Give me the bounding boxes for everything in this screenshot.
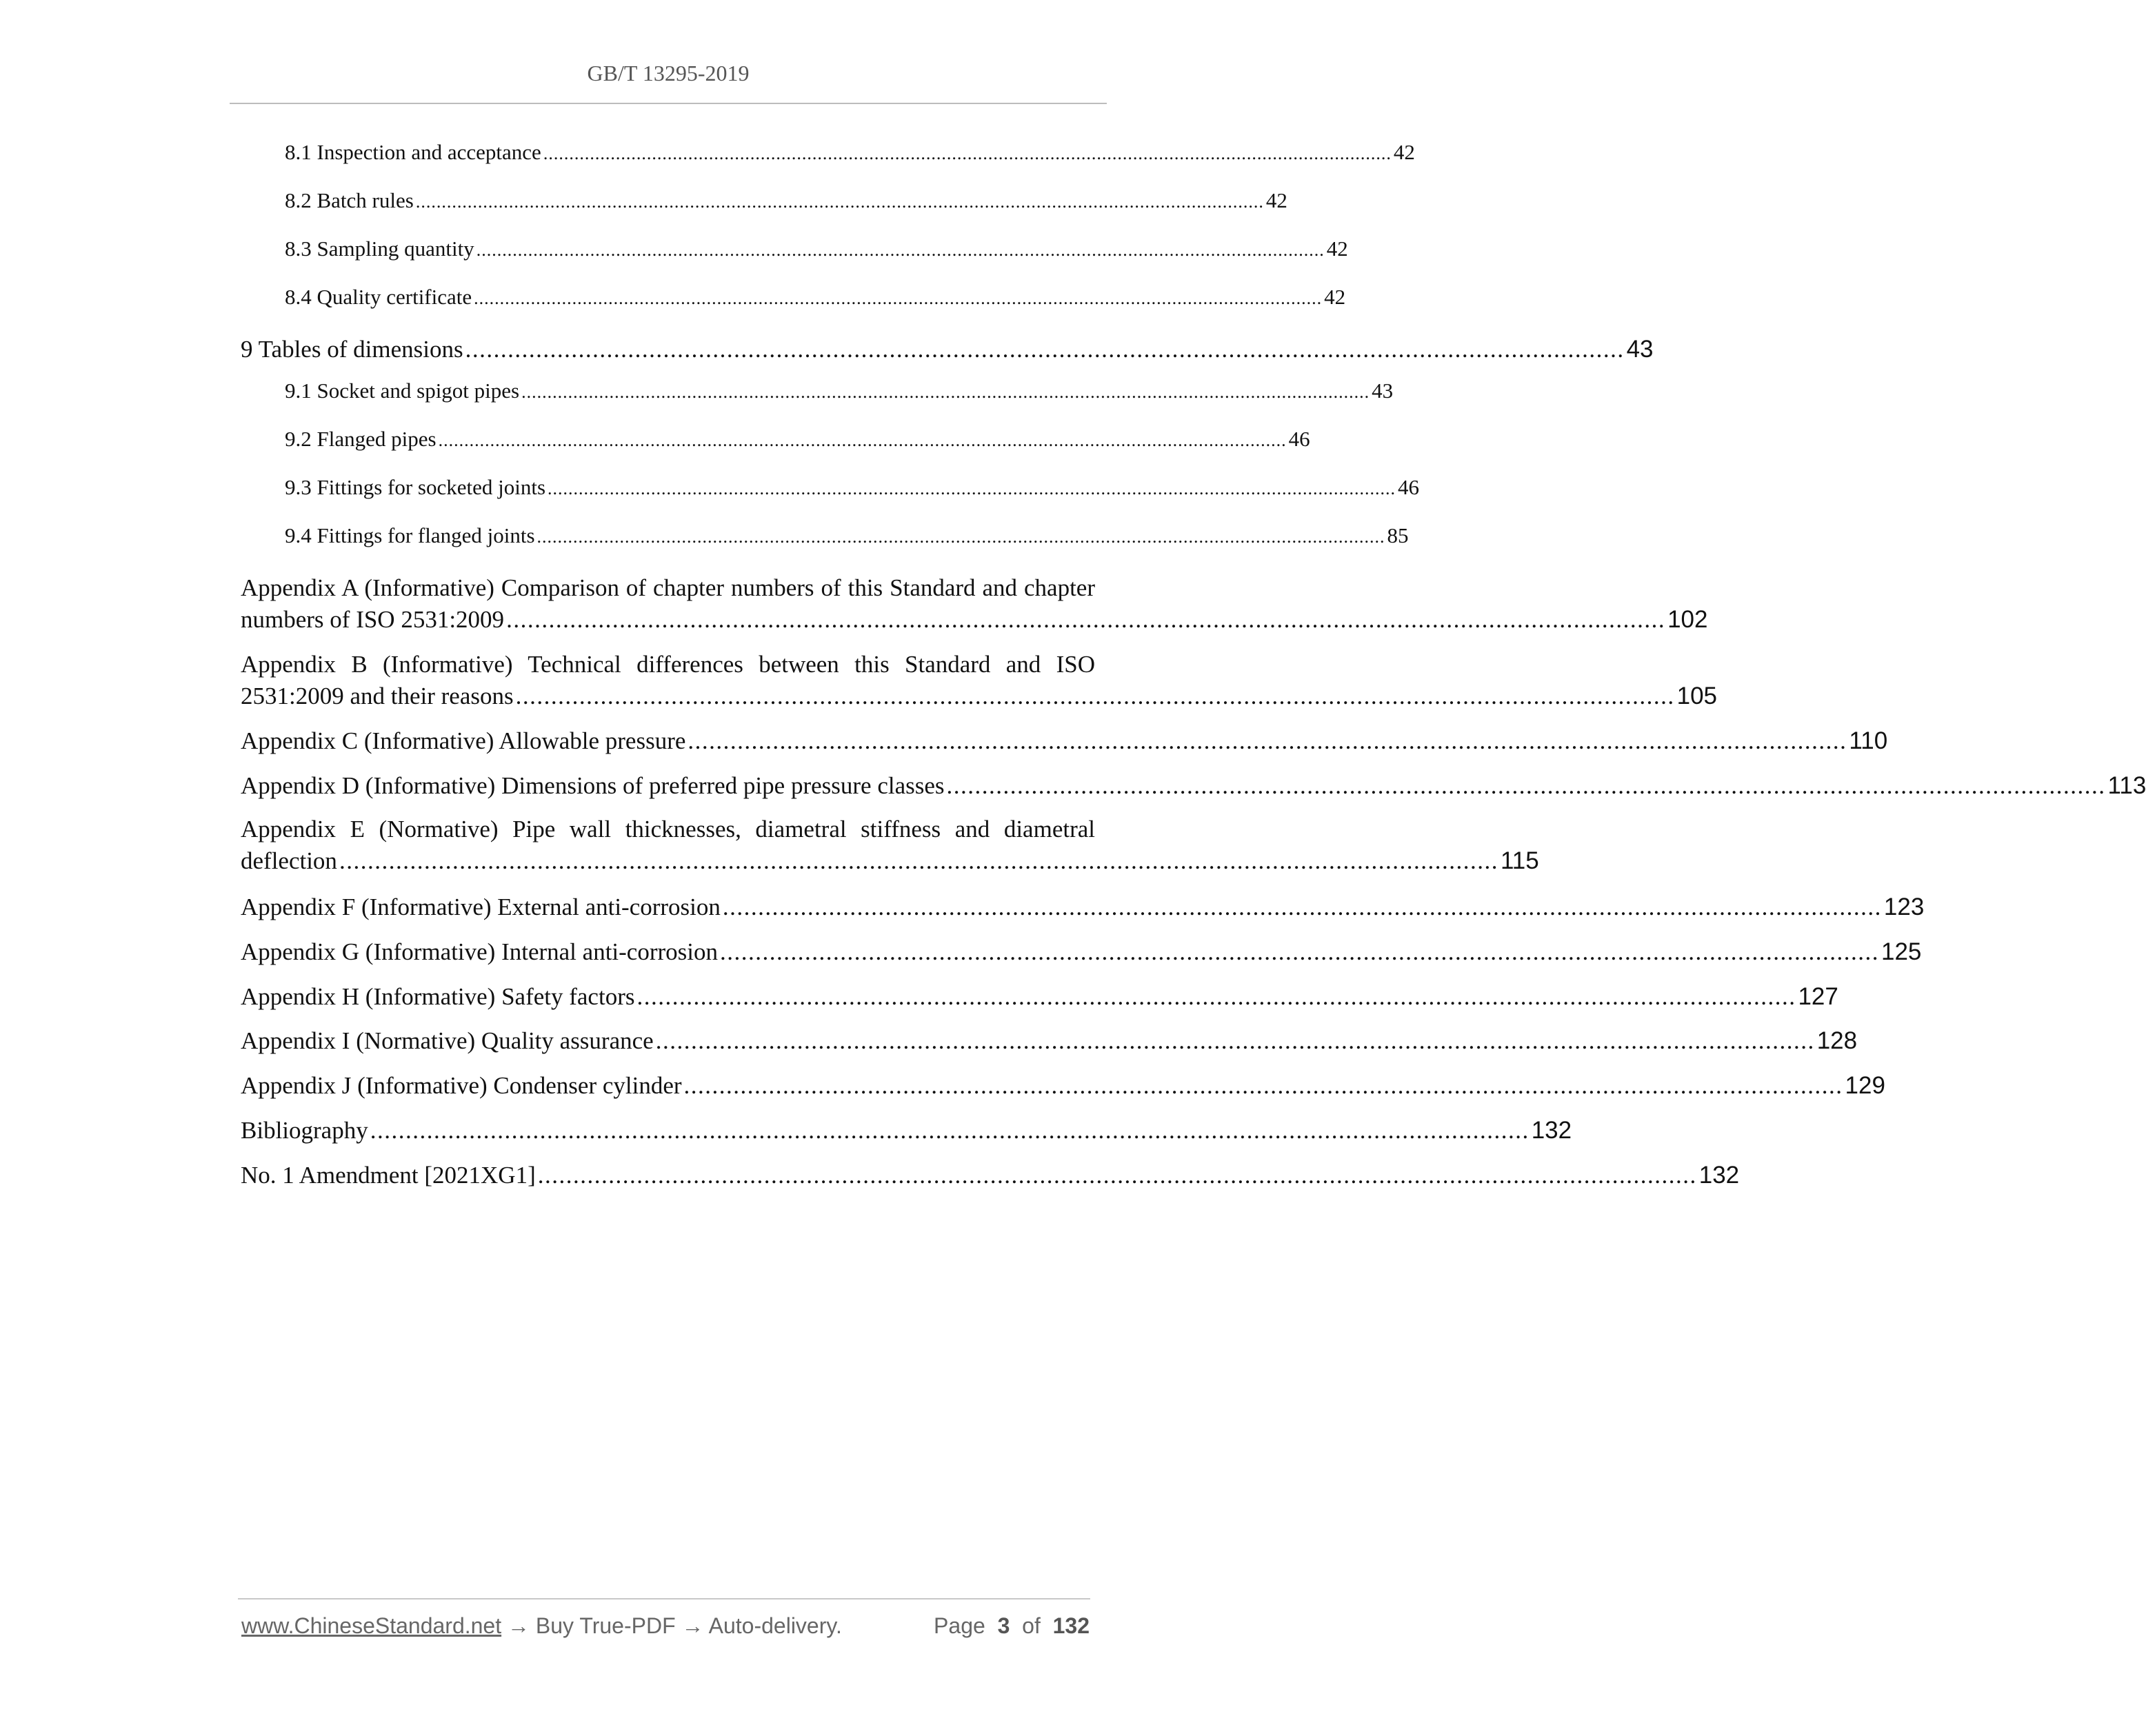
toc-entry-8-4[interactable] [285, 285, 1346, 310]
toc-entry-page: 105 [1676, 683, 1718, 709]
toc-entry-appendix-h[interactable] [241, 983, 1838, 1011]
page-indicator [934, 1613, 1090, 1639]
dot-leader: .................................................................................................................................................................... [720, 938, 1879, 965]
toc-entry-9-3[interactable] [285, 475, 1420, 500]
toc-entry-title: 8.3 Sampling quantity [285, 236, 474, 261]
dot-leader: .................................................................................................................................................................... [537, 1162, 1697, 1189]
toc-entry-title: Appendix F (Informative) External anti-corrosion [241, 894, 721, 920]
toc-entry-page: 129 [1845, 1072, 1885, 1099]
toc-entry-title: 8.1 Inspection and acceptance [285, 140, 541, 164]
dot-leader: .................................................................................................................................................................... [636, 983, 1796, 1010]
toc-entry-appendix-g[interactable] [241, 938, 1922, 966]
toc-entry-appendix-b[interactable] [241, 649, 1718, 712]
toc-entry-page: 85 [1387, 523, 1409, 547]
toc-entry-title-line1: Appendix E (Normative) Pipe wall thicknesses, diametral stiffness and diametral [241, 816, 1095, 842]
footer-promo-text: → Buy True-PDF → Auto-delivery. [501, 1613, 842, 1638]
page-footer [241, 1613, 1090, 1639]
toc-entry-page: 46 [1288, 427, 1310, 451]
toc-entry-title: 9.3 Fittings for socketed joints [285, 475, 546, 499]
toc-entry-page: 132 [1698, 1162, 1740, 1189]
page-label: Page [934, 1613, 985, 1638]
dot-leader: .................................................................................................................................................................... [688, 727, 1847, 754]
toc-entry-title: 8.4 Quality certificate [285, 285, 472, 309]
toc-entry-page: 42 [1393, 140, 1415, 164]
dot-leader: .................................................................................................................................................................... [543, 143, 1392, 163]
dot-leader: .................................................................................................................................................................... [655, 1027, 1815, 1054]
toc-entry-page: 46 [1398, 475, 1420, 499]
toc-entry-9-4[interactable] [285, 523, 1409, 548]
toc-entry-title-line1: Appendix A (Informative) Comparison of chapter numbers of this Standard and chapter [241, 574, 1095, 601]
dot-leader: .................................................................................................................................................................... [339, 847, 1498, 874]
toc-entry-title: Appendix I (Normative) Quality assurance [241, 1027, 654, 1054]
dot-leader: .................................................................................................................................................................... [474, 288, 1323, 308]
toc-entry-page: 113 [2107, 772, 2146, 799]
toc-entry-title: Appendix C (Informative) Allowable pressure [241, 727, 686, 754]
dot-leader: .................................................................................................................................................................... [465, 336, 1625, 363]
toc-entry-appendix-a[interactable] [241, 572, 1708, 636]
toc-entry-page: 128 [1816, 1027, 1858, 1054]
toc-entry-appendix-e[interactable] [241, 814, 1539, 877]
dot-leader: .................................................................................................................................................................... [548, 478, 1396, 498]
toc-entry-9-1[interactable] [285, 379, 1394, 403]
toc-entry-title: 9.1 Socket and spigot pipes [285, 379, 520, 403]
toc-entry-title: Appendix D (Informative) Dimensions of preferred pipe pressure classes [241, 772, 945, 799]
toc-entry-8-3[interactable] [285, 236, 1348, 261]
dot-leader: .................................................................................................................................................................... [946, 772, 2106, 799]
toc-entry-page: 125 [1881, 938, 1922, 965]
toc-entry-page: 43 [1372, 379, 1394, 403]
toc-entry-title-line1: Appendix B (Informative) Technical differences between this Standard and ISO [241, 651, 1095, 678]
footer-promo [241, 1613, 842, 1639]
toc-entry-title-line2: 2531:2009 and their reasons [241, 683, 514, 709]
toc-entry-page: 43 [1626, 336, 1654, 363]
toc-entry-9[interactable] [241, 336, 1654, 363]
toc-entry-appendix-d[interactable] [241, 772, 2146, 800]
dot-leader: .................................................................................................................................................................... [506, 606, 1666, 633]
page-current: 3 [997, 1613, 1010, 1638]
toc-entry-9-2[interactable] [285, 427, 1310, 452]
document-code-header: GB/T 13295-2019 [587, 61, 750, 85]
dot-leader: .................................................................................................................................................................... [536, 527, 1385, 547]
site-link[interactable]: www.ChineseStandard.net [241, 1613, 502, 1638]
toc-entry-page: 102 [1667, 606, 1708, 633]
toc-entry-page: 42 [1265, 188, 1287, 212]
toc-entry-title: 9.2 Flanged pipes [285, 427, 437, 451]
toc-entry-title-line2: numbers of ISO 2531:2009 [241, 606, 505, 633]
footer-divider [238, 1598, 1090, 1599]
toc-entry-title: 8.2 Batch rules [285, 188, 414, 212]
page-of: of [1022, 1613, 1041, 1638]
dot-leader: .................................................................................................................................................................... [521, 382, 1370, 402]
toc-entry-amendment[interactable] [241, 1162, 1740, 1189]
toc-entry-appendix-j[interactable] [241, 1072, 1885, 1100]
toc-entry-title-line2: deflection [241, 847, 337, 874]
toc-entry-page: 127 [1798, 983, 1838, 1010]
toc-entry-page: 110 [1849, 727, 1888, 754]
toc-entry-page: 115 [1500, 847, 1539, 874]
toc-entry-appendix-f[interactable] [241, 894, 1925, 921]
toc-entry-title: Appendix G (Informative) Internal anti-corrosion [241, 938, 718, 965]
dot-leader: .................................................................................................................................................................... [515, 683, 1675, 709]
toc-entry-page: 132 [1531, 1117, 1572, 1144]
toc-entry-title: Appendix H (Informative) Safety factors [241, 983, 635, 1010]
toc-entry-page: 123 [1883, 894, 1925, 920]
toc-entry-appendix-i[interactable] [241, 1027, 1858, 1055]
dot-leader: .................................................................................................................................................................... [683, 1072, 1843, 1099]
dot-leader: .................................................................................................................................................................... [476, 240, 1325, 260]
toc-entry-title: Bibliography [241, 1117, 368, 1144]
toc-entry-title: No. 1 Amendment [2021XG1] [241, 1162, 536, 1189]
toc-entry-title: Appendix J (Informative) Condenser cylinder [241, 1072, 682, 1099]
toc-entry-bibliography[interactable] [241, 1117, 1572, 1144]
toc-entry-title: 9 Tables of dimensions [241, 336, 463, 363]
toc-entry-appendix-c[interactable] [241, 727, 1888, 755]
toc-entry-page: 42 [1324, 285, 1346, 309]
toc-entry-page: 42 [1326, 236, 1348, 261]
dot-leader: .................................................................................................................................................................... [438, 430, 1287, 450]
dot-leader: .................................................................................................................................................................... [370, 1117, 1530, 1144]
toc-entry-title: 9.4 Fittings for flanged joints [285, 523, 535, 547]
dot-leader: .................................................................................................................................................................... [722, 894, 1882, 920]
toc-entry-8-2[interactable] [285, 188, 1287, 213]
page-total: 132 [1052, 1613, 1090, 1638]
dot-leader: .................................................................................................................................................................... [415, 192, 1264, 212]
toc-entry-8-1[interactable] [285, 140, 1415, 165]
